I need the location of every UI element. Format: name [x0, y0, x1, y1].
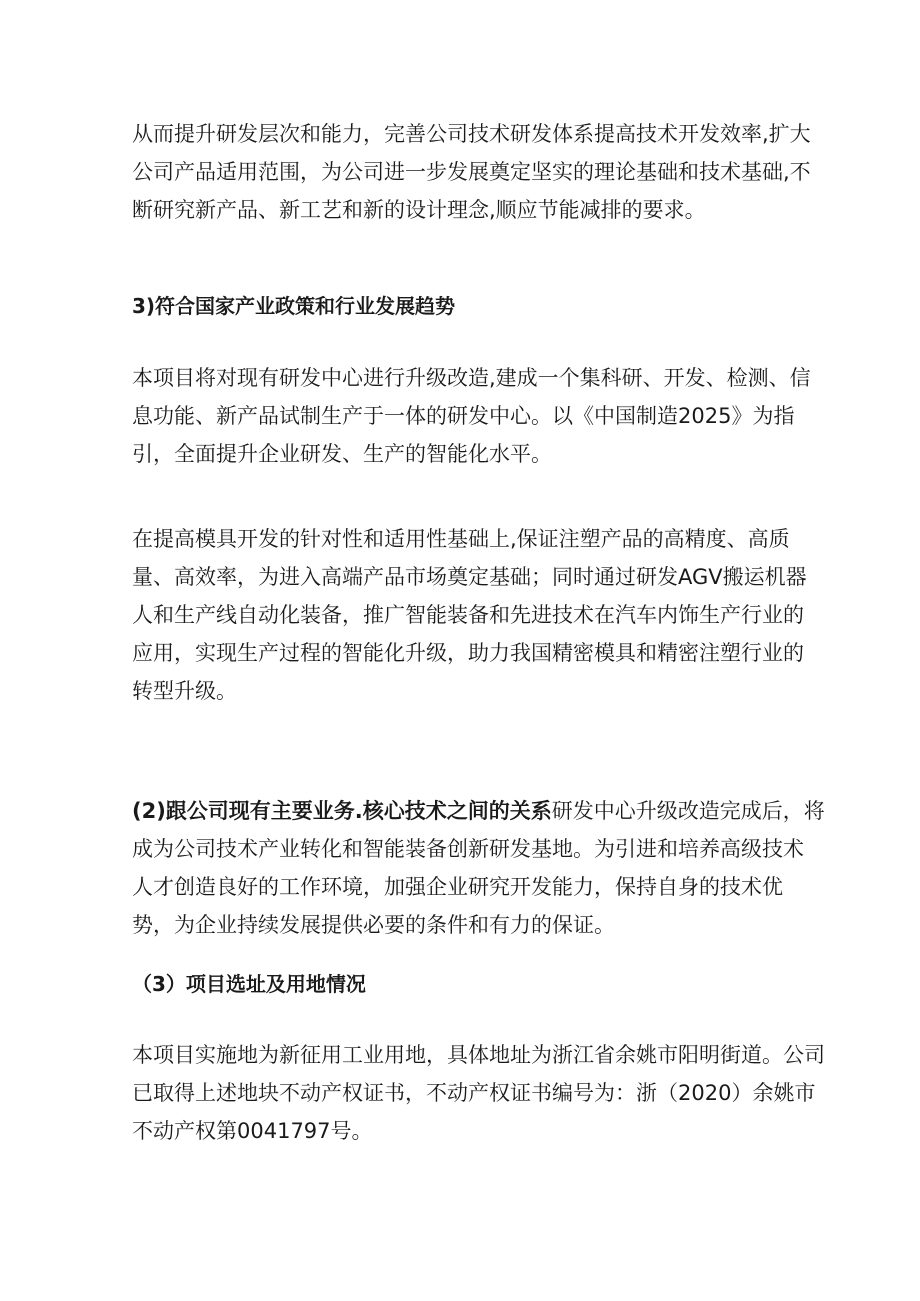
text-line: 势，为企业持续发展提供必要的条件和有力的保证。: [132, 913, 615, 937]
text-line: 引，全面提升企业研发、生产的智能化水平。: [132, 442, 552, 466]
paragraph-rd-capability: [132, 115, 811, 229]
paragraph-rd-center-upgrade: [132, 359, 811, 473]
text-line: 本项目实施地为新征用工业用地，具体地址为浙江省余姚市阳明街道。公司: [132, 1043, 825, 1067]
section-heading-site: [132, 965, 782, 1003]
paragraph-business-relation: [132, 792, 825, 944]
text-line: 已取得上述地块不动产权证书，不动产权证书编号为：浙（2020）余姚市: [132, 1081, 816, 1105]
paragraph-site-location: [132, 1036, 825, 1150]
paragraph-mold-development: [132, 520, 807, 710]
text-line: 本项目将对现有研发中心进行升级改造,建成一个集科研、开发、检测、信: [132, 366, 811, 390]
text-line: 人和生产线自动化装备，推广智能装备和先进技术在汽车内饰生产行业的: [132, 603, 804, 627]
text-line: 转型升级。: [132, 679, 237, 703]
heading-text: 3)符合国家产业政策和行业发展趋势: [132, 294, 456, 318]
text-line: 量、高效率，为进入高端产品市场奠定基础；同时通过研发AGV搬运机器: [132, 565, 807, 589]
heading-text: （3）项目选址及用地情况: [132, 972, 366, 996]
text-line: 在提高模具开发的针对性和适用性基础上,保证注塑产品的高精度、高质: [132, 527, 790, 551]
text-line: 应用，实现生产过程的智能化升级，助力我国精密模具和精密注塑行业的: [132, 641, 804, 665]
text-line: 息功能、新产品试制生产于一体的研发中心。以《中国制造2025》为指: [132, 404, 795, 428]
text-line: 人才创造良好的工作环境，加强企业研究开发能力，保持自身的技术优: [132, 875, 783, 899]
section-heading-policy: [132, 287, 782, 325]
text-line: [132, 792, 825, 830]
text-line: 断研究新产品、新工艺和新的设计理念,顺应节能减排的要求。: [132, 198, 706, 222]
text-line: 成为公司技术产业转化和智能装备创新研发基地。为引进和培养高级技术: [132, 837, 804, 861]
text-line: 公司产品适用范围，为公司进一步发展奠定坚实的理论基础和技术基础,不: [132, 160, 811, 184]
inline-text: 研发中心升级改造完成后，将: [551, 799, 825, 823]
text-line: 不动产权第0041797号。: [132, 1119, 373, 1143]
text-line: 从而提升研发层次和能力，完善公司技术研发体系提高技术开发效率,扩大: [132, 122, 811, 146]
inline-bold-heading: (2)跟公司现有主要业务.核心技术之间的关系: [132, 799, 552, 823]
